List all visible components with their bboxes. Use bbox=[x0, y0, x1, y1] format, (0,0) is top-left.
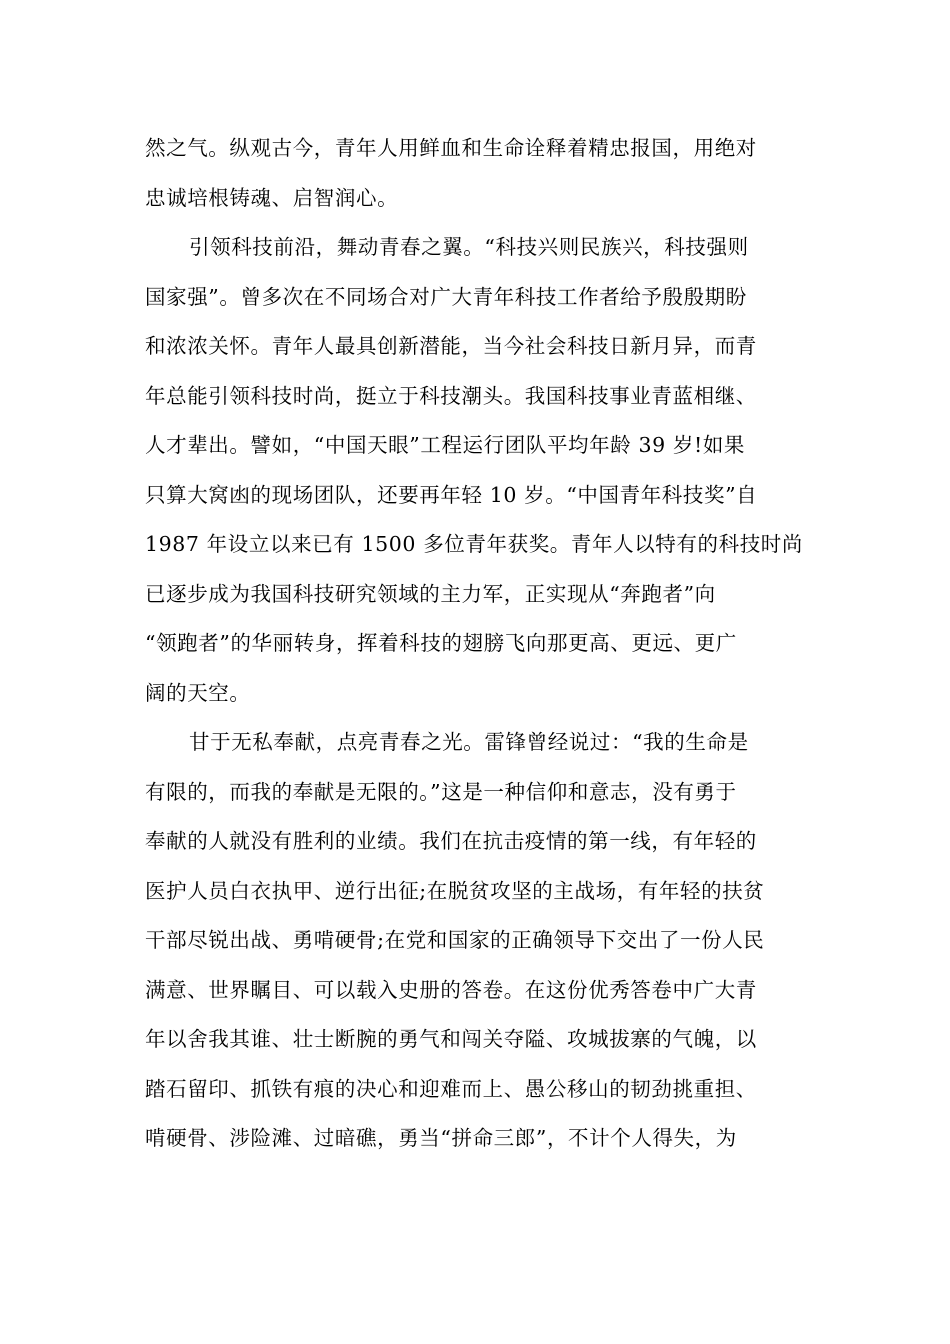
paragraph-start-line: 引领科技前沿，舞动青春之翼。“科技兴则民族兴，科技强则 bbox=[189, 235, 749, 259]
paragraph-start-line: 甘于无私奉献，点亮青春之光。雷锋曾经说过：“我的生命是 bbox=[189, 730, 749, 754]
text-line: 已逐步成为我国科技研究领域的主力军，正实现从“奔跑者”向 bbox=[145, 581, 716, 606]
body-text bbox=[145, 124, 805, 1164]
text-line: 国家强”。曾多次在不同场合对广大青年科技工作者给予殷殷期盼 bbox=[145, 284, 747, 309]
text-line: 年以舍我其谁、壮士断腕的勇气和闯关夺隘、攻城拔寨的气魄，以 bbox=[145, 1027, 757, 1051]
text-line: 和浓浓关怀。青年人最具创新潜能，当今社会科技日新月异，而青 bbox=[145, 334, 757, 358]
text-line: 啃硬骨、涉险滩、过暗礁，勇当“拼命三郎”，不计个人得失，为 bbox=[145, 1126, 737, 1150]
text-line: 满意、世界瞩目、可以载入史册的答卷。在这份优秀答卷中广大青 bbox=[145, 977, 757, 1002]
text-line: 奉献的人就没有胜利的业绩。我们在抗击疫情的第一线，有年轻的 bbox=[145, 829, 757, 853]
text-line: 医护人员白衣执甲、逆行出征;在脱贫攻坚的主战场，有年轻的扶贫 bbox=[145, 878, 765, 903]
text-line: 人才辈出。譬如，“中国天眼”工程运行团队平均年龄 39 岁!如果 bbox=[145, 433, 746, 457]
text-line: 年总能引领科技时尚，挺立于科技潮头。我国科技事业青蓝相继、 bbox=[145, 383, 757, 408]
text-line: 只算大窝凼的现场团队，还要再年轻 10 岁。“中国青年科技奖”自 bbox=[145, 482, 758, 507]
text-line: 1987 年设立以来已有 1500 多位青年获奖。青年人以特有的科技时尚 bbox=[145, 532, 803, 556]
text-line: 忠诚培根铸魂、启智润心。 bbox=[145, 185, 399, 210]
text-line: “领跑者”的华丽转身，挥着科技的翅膀飞向那更高、更远、更广 bbox=[145, 631, 737, 655]
text-line: 干部尽锐出战、勇啃硬骨;在党和国家的正确领导下交出了一份人民 bbox=[145, 928, 765, 952]
text-line: 然之气。纵观古今，青年人用鲜血和生命诠释着精忠报国，用绝对 bbox=[145, 136, 757, 160]
text-line: 踏石留印、抓铁有痕的决心和迎难而上、愚公移山的韧劲挑重担、 bbox=[145, 1076, 757, 1101]
text-line: 有限的，而我的奉献是无限的。”这是一种信仰和意志，没有勇于 bbox=[145, 779, 737, 804]
text-line: 阔的天空。 bbox=[145, 680, 251, 705]
